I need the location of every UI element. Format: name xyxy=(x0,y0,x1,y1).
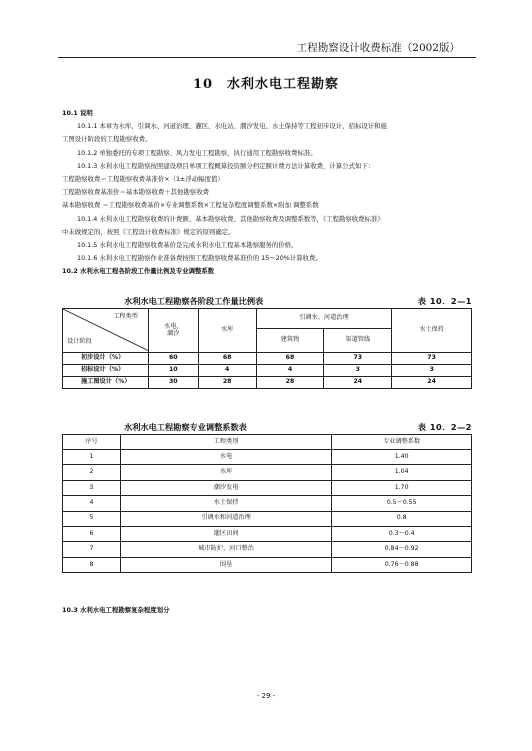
table-cell: 1.04 xyxy=(332,465,472,480)
table-row xyxy=(63,365,472,377)
table-cell: 灌区田间 xyxy=(120,526,331,541)
col-header-index: 序号 xyxy=(63,435,121,450)
paragraph-line: 10.1.3 水利水电工程勘察按照建设项目单项工程概算投资额分档定额计费方法计算收费，计算公式如下： xyxy=(77,161,375,170)
chapter-title: 10 水利水电工程勘察 xyxy=(192,77,340,92)
section-heading-10-2: 10.2 水利水电工程各阶段工作量比例及专业调整系数 xyxy=(62,267,215,276)
col-header-reservoir: 水库 xyxy=(198,309,256,353)
table2-caption xyxy=(62,422,472,433)
table-cell: 水土保持 xyxy=(120,496,331,511)
corner-label-type: 工程类型 xyxy=(113,313,138,320)
table-cell: 6 xyxy=(63,526,121,541)
table-cell: 3 xyxy=(324,365,392,377)
table-row xyxy=(63,557,472,572)
row-label: 初步设计（%） xyxy=(63,353,149,365)
table-cell: 潮汐发电 xyxy=(120,480,331,495)
page-number: - 29 - xyxy=(256,692,276,700)
table-row xyxy=(63,353,472,365)
table-cell: 68 xyxy=(256,353,324,365)
table-row xyxy=(63,542,472,557)
paragraph-line: 中未做规定的，按照《工程设计收费标准》规定的原则确定。 xyxy=(62,227,235,236)
table-cell: 0.5～0.55 xyxy=(332,496,472,511)
table-cell: 2 xyxy=(63,465,121,480)
table-row xyxy=(63,526,472,541)
table-cell: 24 xyxy=(324,377,392,389)
table-cell: 0.84～0.92 xyxy=(332,542,472,557)
workload-ratio-table xyxy=(62,308,472,389)
paragraph-line: 10.1.2 单独委托的专项工程勘察、风力发电工程勘察，执行通用工程勘察收费标准。 xyxy=(77,148,317,157)
table2-title: 水利水电工程勘察专业调整系数表 xyxy=(124,422,247,432)
table-cell: 引调水和河道治理 xyxy=(120,511,331,526)
table-cell: 7 xyxy=(63,542,121,557)
running-header: 工程勘察设计收费标准（2002版） xyxy=(296,42,460,54)
table-cell: 4 xyxy=(63,496,121,511)
paragraph-line: 10.1.5 水利水电工程勘察收费基价是完成水利水电工程基本勘察服务的价格。 xyxy=(77,241,298,250)
section-heading-10-3: 10.3 水利水电工程勘察复杂程度划分 xyxy=(62,606,170,614)
col-header-hydro: 水电、潮汐 xyxy=(148,309,198,353)
table-cell: 28 xyxy=(198,377,256,389)
table-cell: 水库 xyxy=(120,465,331,480)
table-cell: 60 xyxy=(148,353,198,365)
table-cell: 28 xyxy=(256,377,324,389)
table-row xyxy=(63,480,472,495)
professional-adjustment-table xyxy=(62,434,472,573)
table-cell: 30 xyxy=(148,377,198,389)
table1-caption xyxy=(62,296,472,307)
formula-line: 基本勘察收费 ＝工程勘察收费基价×专业调整系数×工程复杂程度调整系数×附加 调整系数 xyxy=(62,201,319,210)
table-cell: 68 xyxy=(198,353,256,365)
col-header-soil: 水土保持 xyxy=(392,309,472,353)
table1-number: 表 10．2—1 xyxy=(417,296,472,306)
table-cell: 1 xyxy=(63,450,121,465)
table-cell: 73 xyxy=(324,353,392,365)
table-row xyxy=(63,450,472,465)
section-10-1-body xyxy=(62,107,474,279)
table-cell: 1.40 xyxy=(332,450,472,465)
col-header-coefficient: 专业调整系数 xyxy=(332,435,472,450)
paragraph-line: 10.1.1 本章为水库、引调水、河道治理、灌区、水电站、潮汐发电、水土保持等工程初步设计、招标设计和施 xyxy=(77,122,387,131)
paragraph-line: 10.1.6 水利水电工程勘察作业准备费按照工程勘察收费基准价的 15～20%计算收费。 xyxy=(77,254,322,263)
table-cell: 3 xyxy=(392,365,472,377)
col-header-category: 工程类别 xyxy=(120,435,331,450)
table-cell: 3 xyxy=(63,480,121,495)
table-cell: 4 xyxy=(256,365,324,377)
table-cell: 0.3～0.4 xyxy=(332,526,472,541)
col-header-building: 建筑物 xyxy=(256,329,324,353)
section-heading-10-1: 10.1 说明 xyxy=(62,109,93,117)
corner-label-stage: 设计阶段 xyxy=(67,338,92,346)
table-cell: 73 xyxy=(392,353,472,365)
table-cell: 24 xyxy=(392,377,472,389)
row-label: 招标设计（%） xyxy=(63,365,149,377)
table1-corner-cell xyxy=(63,309,149,353)
table-row xyxy=(63,465,472,480)
paragraph-line: 工图设计阶段的工程勘察收费。 xyxy=(62,135,152,144)
formula-line: 工程勘察收费＝工程勘察收费基准价×（1±浮动幅度值） xyxy=(62,175,224,184)
table-header-row xyxy=(63,435,472,450)
table-row xyxy=(63,511,472,526)
table-cell: 5 xyxy=(63,511,121,526)
table-row xyxy=(63,377,472,389)
table-cell: 水电 xyxy=(120,450,331,465)
table2-number: 表 10．2—2 xyxy=(417,422,472,432)
table-cell: 1.70 xyxy=(332,480,472,495)
paragraph-line: 10.1.4 水利水电工程勘察收费的计费额、基本勘察收费、其他勘察收费及调整系数等，《工程勘察收费标准》 xyxy=(77,214,384,223)
table-cell: 城市防护、河口整治 xyxy=(120,542,331,557)
col-header-canal: 渠道管线 xyxy=(324,329,392,353)
table-cell: 0.8 xyxy=(332,511,472,526)
table-cell: 围垦 xyxy=(120,557,331,572)
col-header-group: 引调水、河道治理 xyxy=(256,309,392,329)
table1-title: 水利水电工程勘察各阶段工作量比例表 xyxy=(124,296,264,306)
row-label: 施工图设计（%） xyxy=(63,377,149,389)
formula-line: 工程勘察收费基准价＝基本勘察收费＋其他勘察收费 xyxy=(62,188,209,197)
table-cell: 10 xyxy=(148,365,198,377)
table-cell: 0.76～0.88 xyxy=(332,557,472,572)
header-rule xyxy=(58,57,476,58)
table-cell: 4 xyxy=(198,365,256,377)
table-row xyxy=(63,496,472,511)
table-cell: 8 xyxy=(63,557,121,572)
